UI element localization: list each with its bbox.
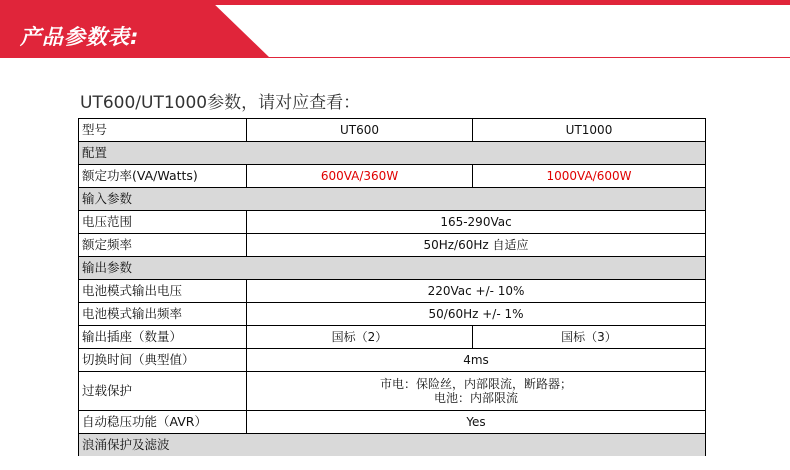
page-subtitle: UT600/UT1000参数，请对应查看： <box>80 93 361 113</box>
batt-voltage-value: 220Vac +/- 10% <box>247 280 706 303</box>
voltage-range-label: 电压范围 <box>79 211 247 234</box>
model-b: UT1000 <box>473 119 706 142</box>
freq-label: 额定频率 <box>79 234 247 257</box>
section-surge: 浪涌保护及滤波 <box>79 434 706 457</box>
section-output: 输出参数 <box>79 257 706 280</box>
overload-line-2: 电池：内部限流 <box>433 391 518 405</box>
voltage-range-value: 165-290Vac <box>247 211 706 234</box>
section-config: 配置 <box>79 142 706 165</box>
spec-table <box>78 118 706 456</box>
sockets-a: 国标（2） <box>247 326 473 349</box>
transfer-value: 4ms <box>247 349 706 372</box>
model-label: 型号 <box>79 119 247 142</box>
overload-line-1: 市电：保险丝，内部限流，断路器； <box>379 377 572 391</box>
transfer-label: 切换时间（典型值） <box>79 349 247 372</box>
table-row <box>79 165 706 188</box>
power-label: 额定功率(VA/Watts) <box>79 165 247 188</box>
avr-value: Yes <box>247 411 706 434</box>
overload-label: 过载保护 <box>79 372 247 411</box>
table-row <box>79 411 706 434</box>
header-banner <box>0 0 790 58</box>
table-row <box>79 349 706 372</box>
section-row <box>79 257 706 280</box>
sockets-b: 国标（3） <box>473 326 706 349</box>
batt-voltage-label: 电池模式输出电压 <box>79 280 247 303</box>
overload-value <box>247 372 706 411</box>
power-b: 1000VA/600W <box>473 165 706 188</box>
table-row <box>79 119 706 142</box>
table-row <box>79 326 706 349</box>
section-row <box>79 188 706 211</box>
banner-title: 产品参数表: <box>20 25 140 49</box>
batt-freq-value: 50/60Hz +/- 1% <box>247 303 706 326</box>
sockets-label: 输出插座（数量） <box>79 326 247 349</box>
freq-value: 50Hz/60Hz 自适应 <box>247 234 706 257</box>
power-a: 600VA/360W <box>247 165 473 188</box>
section-input: 输入参数 <box>79 188 706 211</box>
table-row <box>79 372 706 411</box>
avr-label: 自动稳压功能（AVR） <box>79 411 247 434</box>
section-row <box>79 142 706 165</box>
batt-freq-label: 电池模式输出频率 <box>79 303 247 326</box>
table-row <box>79 303 706 326</box>
table-row <box>79 211 706 234</box>
section-row <box>79 434 706 457</box>
table-row <box>79 280 706 303</box>
table-row <box>79 234 706 257</box>
model-a: UT600 <box>247 119 473 142</box>
